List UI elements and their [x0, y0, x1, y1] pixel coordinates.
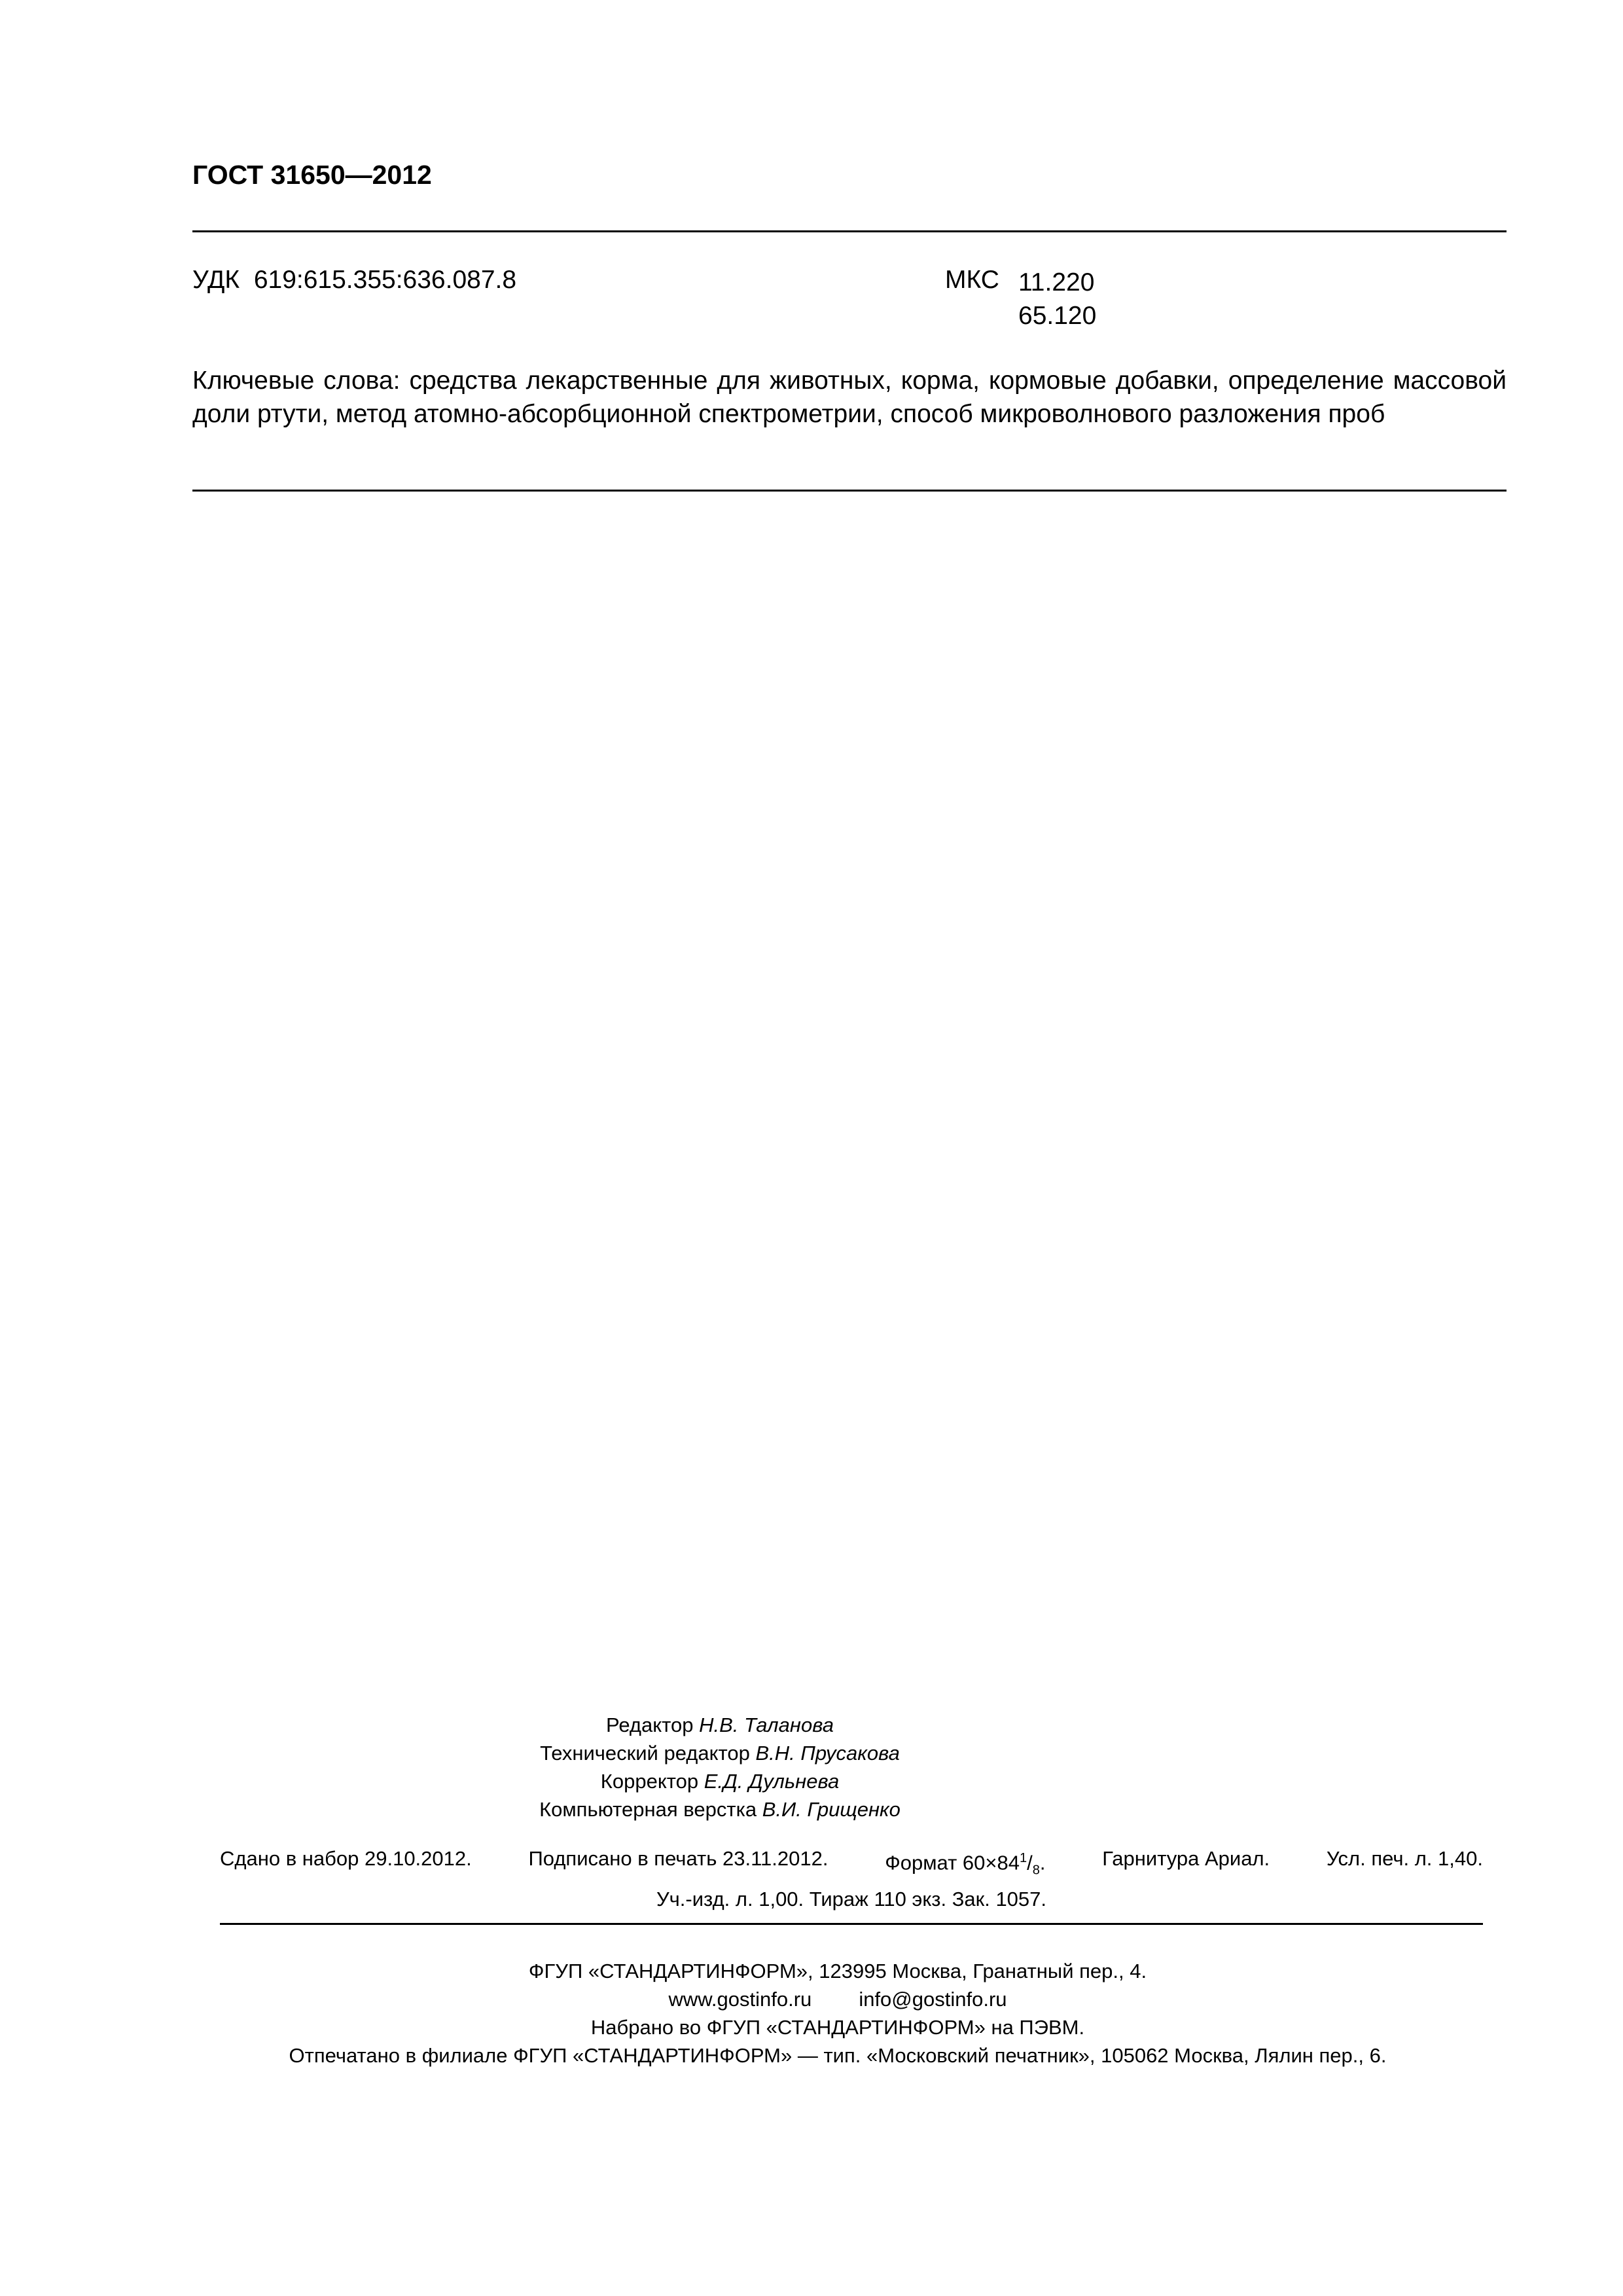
- credit-person: В.Н. Прусакова: [755, 1742, 900, 1765]
- publisher-block: [196, 1957, 1479, 2070]
- paper-format: Формат $60\times 84^1/_8$.: [885, 1851, 1046, 1878]
- email-link[interactable]: info@gostinfo.ru: [859, 1988, 1007, 2011]
- keywords-paragraph: [192, 364, 1507, 431]
- print-sheets: Усл. печ. л. 1,40.: [1326, 1847, 1483, 1870]
- standard-number: ГОСТ 31650—2012: [192, 160, 432, 190]
- printed-note: Отпечатано в филиале ФГУП «СТАНДАРТИНФОРМ» — тип. «Московский печатник», 105062 Москва, Лялин пер., 6.: [289, 2044, 1387, 2067]
- typeset-note: Набрано во ФГУП «СТАНДАРТИНФОРМ» на ПЭВМ.: [590, 2016, 1085, 2039]
- credit-line: [196, 1795, 1243, 1823]
- mks-label: МКС: [945, 266, 999, 294]
- top-divider: [192, 230, 1507, 232]
- credit-role: Редактор: [606, 1713, 694, 1736]
- keywords-text: средства лекарственные для животных, корма, кормовые добавки, определение массовой доли ртути, метод атомно-абсорбционной спектрометрии, способ микроволнового разложения проб: [192, 367, 1507, 428]
- website-link[interactable]: www.gostinfo.ru: [668, 1988, 812, 2011]
- credit-line: [196, 1767, 1243, 1795]
- print-info-line: [220, 1844, 1483, 1885]
- publisher-address: ФГУП «СТАНДАРТИНФОРМ», 123995 Москва, Гранатный пер., 4.: [528, 1960, 1147, 1982]
- credits-block: [196, 1711, 1243, 1823]
- imprint-divider: [220, 1923, 1483, 1925]
- mks-code: 11.220: [1018, 268, 1095, 296]
- keywords-label: Ключевые слова:: [192, 367, 401, 395]
- udk-value: 619:615.355:636.087.8: [253, 266, 517, 294]
- submitted-date: Сдано в набор 29.10.2012.: [220, 1847, 472, 1870]
- mks-codes: [1018, 266, 1096, 332]
- credit-line: [196, 1711, 1243, 1739]
- credit-person: В.И. Грищенко: [762, 1798, 901, 1821]
- credit-line: [196, 1739, 1243, 1767]
- credit-role: Компьютерная верстка: [539, 1798, 757, 1821]
- signed-date: Подписано в печать 23.11.2012.: [528, 1847, 829, 1870]
- keywords-divider: [192, 490, 1507, 492]
- publisher-contacts: [196, 1985, 1479, 2013]
- credit-role: Технический редактор: [540, 1742, 750, 1765]
- typeface: Гарнитура Ариал.: [1102, 1847, 1270, 1870]
- print-run-line: Уч.-изд. л. 1,00. Тираж 110 экз. Зак. 1057.: [656, 1887, 1047, 1910]
- credit-role: Корректор: [600, 1770, 699, 1793]
- credit-person: Н.В. Таланова: [699, 1713, 834, 1736]
- credit-person: Е.Д. Дульнева: [704, 1770, 840, 1793]
- mks-code: 65.120: [1018, 302, 1097, 330]
- print-info: [220, 1844, 1483, 1913]
- udk-label: УДК: [192, 266, 240, 294]
- udk-code: [192, 266, 516, 295]
